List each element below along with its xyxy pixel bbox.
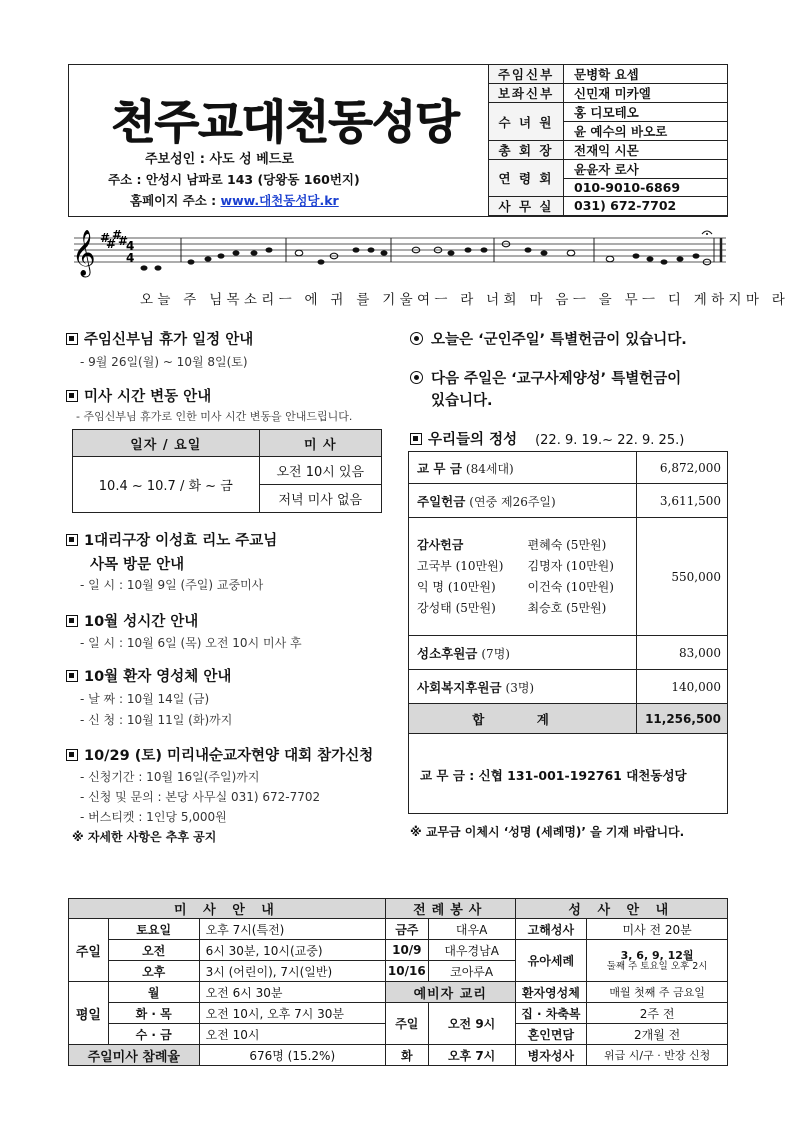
sacrament-row [409,636,637,670]
welfare-row [409,670,637,704]
donor: 강성태 (5만원) [417,600,496,615]
offering-table [408,451,728,734]
catechumen-head: 예비자 교리 [385,982,515,1003]
square-bullet-icon [410,433,422,445]
sunday-week: (연중 제26주일) [469,494,556,509]
service-week-val: 대우A [428,919,515,940]
bank-note: ※ 교무금 이체시 ‘성명 (세례명)’ 을 기재 바랍니다. [410,825,685,839]
mon-time: 오전 6시 30분 [199,982,385,1003]
square-bullet-icon [66,670,78,682]
sat-label: 토요일 [108,919,199,940]
svg-text:#: # [112,228,123,242]
sun-am-time: 6시 30분, 10시(교중) [199,940,385,961]
square-bullet-icon [66,534,78,546]
pilgrimage-ticket: - 버스티켓 : 1인당 5,000원 [80,810,227,824]
sunday-label: 주일헌금 [417,493,466,509]
staff-role: 보좌신부 [489,84,564,103]
staff-name: 윤윤자 로사 [564,160,728,179]
patron-saint: 주보성인 : 사도 성 베드로 [145,152,294,167]
welfare-count: (3명) [505,680,535,695]
announcement-2-cont: 있습니다. [431,393,493,409]
total-label: 합 계 [409,704,637,734]
baptism-val [587,940,728,982]
pilgrimage-period: - 신청기간 : 10월 16일(주일)까지 [80,770,260,784]
service-week-label: 금주 [385,919,428,940]
donor: 고국부 (10만원) [417,558,504,573]
staff-table [488,64,728,216]
wed-label: 수 · 금 [108,1024,199,1045]
staff-name: 홍 디모테오 [564,103,728,122]
patient-label: 병자성사 [515,1045,587,1066]
mass-change-detail: - 주임신부님 휴가로 인한 미사 시간 변동을 안내드립니다. [76,410,353,423]
sacrament-count: (7명) [481,646,510,661]
morning-mass: 오전 10시 있음 [259,457,381,485]
house-val: 2주 전 [587,1003,728,1024]
staff-phone: 031) 672-7702 [564,196,728,215]
tithe-amount: 6,872,000 [637,452,728,484]
donor: 편혜숙 (5만원) [527,537,607,552]
staff-role: 총 회 장 [489,141,564,160]
tithe-households: (84세대) [465,461,514,476]
parish-address: 주소 : 안성시 남파로 143 (당왕동 160번지) [108,172,360,187]
staff-role: 사 무 실 [489,196,564,215]
confession-detail: - 일 시 : 10월 6일 (목) 오전 10시 미사 후 [80,636,302,650]
cat-sun-label: 주일 [385,1003,428,1045]
circle-bullet-icon [410,371,423,384]
marriage-val: 2개월 전 [587,1024,728,1045]
tue-time: 오전 10시, 오후 7시 30분 [199,1003,385,1024]
staff-role: 주임신부 [489,65,564,84]
mass-change-table [72,429,382,513]
confession-val: 미사 전 20분 [587,919,728,940]
baptism-time: 둘째 주 토요일 오후 2시 [606,960,708,972]
service-109-label: 10/9 [385,940,428,961]
service-1016-val: 코아루A [428,961,515,982]
music-staff [66,226,730,286]
attendance-label: 주일미사 참례율 [69,1045,200,1066]
communion-title [66,665,231,686]
pilgrimage-contact: - 신청 및 문의 : 본당 사무실 031) 672-7702 [80,790,321,804]
sick-label: 환자영성체 [515,982,587,1003]
tithe-row [409,452,637,484]
staff-phone: 010-9010-6869 [564,179,728,197]
marriage-label: 혼인면담 [515,1024,587,1045]
thanks-label: 감사헌금 [417,537,464,552]
sat-time: 오후 7시(특전) [199,919,385,940]
col-mass: 미 사 [259,430,381,457]
sacrament-amount: 83,000 [637,636,728,670]
vacation-title-text: 주임신부님 휴가 일정 안내 [84,332,254,348]
svg-text:#: # [118,234,129,248]
house-label: 집 · 차축복 [515,1003,587,1024]
weekday-group: 평일 [69,982,109,1045]
sacrament-label: 성소후원금 [417,645,478,661]
svg-text:4: 4 [126,239,135,253]
sick-val: 매월 첫째 주 금요일 [587,982,728,1003]
hymn-lyrics: 오늘 주 님목소리ㅡ 에 귀 를 기울여ㅡ 라 너희 마 음ㅡ 을 무ㅡ 디 게하지마 라 [140,292,790,308]
vacation-detail: - 9월 26일(월) ~ 10월 8일(토) [80,355,248,369]
thanks-row [409,518,637,636]
change-date: 10.4 ~ 10.7 / 화 ~ 금 [73,457,260,513]
offering-period: (22. 9. 19.~ 22. 9. 25.) [535,433,685,448]
communion-date: - 날 짜 : 10월 14일 (금) [80,692,210,706]
square-bullet-icon [66,333,78,345]
parish-title: 천주교대천동성당 [111,95,459,149]
sunday-amount: 3,611,500 [637,484,728,518]
staff-name: 윤 예수의 바오로 [564,122,728,141]
tithe-label: 교 무 금 [417,460,462,476]
staff-name: 문병학 요셉 [564,65,728,84]
schedule-table [68,898,728,1066]
cat-sun-time: 오전 9시 [428,1003,515,1045]
announcement-1 [410,328,687,349]
treble-clef-icon: 𝄞 [72,230,96,276]
attendance-value: 676명 (15.2%) [199,1045,385,1066]
sun-am-label: 오전 [108,940,199,961]
sunday-row [409,484,637,518]
sunday-group: 주일 [69,919,109,982]
confession-title-text: 10월 성시간 안내 [84,614,199,630]
mass-change-title-text: 미사 시간 변동 안내 [84,389,212,405]
mass-guide-head: 미 사 안 내 [69,899,386,919]
bishop-title-2: 사목 방문 안내 [90,557,185,573]
confession-title [66,610,198,631]
thanks-amount: 550,000 [637,518,728,636]
mon-label: 월 [108,982,199,1003]
cat-tue-time: 오후 7시 [428,1045,515,1066]
pilgrimage-title [66,744,373,765]
service-head: 전례봉사 [385,899,515,919]
bishop-title [66,529,277,550]
sun-pm-label: 오후 [108,961,199,982]
offering-title [410,428,684,449]
donor: 최승호 (5만원) [527,600,607,615]
announcement-1-text: 오늘은 ‘군인주일’ 특별헌금이 있습니다. [431,332,687,348]
svg-text:4: 4 [126,251,135,265]
total-amount: 11,256,500 [637,704,728,734]
mass-change-title [66,385,211,406]
sacrament-head: 성 사 안 내 [515,899,727,919]
vacation-title [66,328,253,349]
square-bullet-icon [66,390,78,402]
staff-name: 신민재 미카엘 [564,84,728,103]
bishop-title-text: 1대리구장 이성효 리노 주교님 [84,533,278,549]
welfare-label: 사회복지후원금 [417,679,502,695]
donor: 익 명 (10만원) [417,579,496,594]
bishop-detail: - 일 시 : 10월 9일 (주일) 교중미사 [80,578,264,592]
svg-text:#: # [100,231,111,245]
offering-title-text: 우리들의 정성 [428,432,518,448]
donor: 김명자 (10만원) [527,558,614,573]
staff-role: 연 령 회 [489,160,564,197]
homepage-label: 홈페이지 주소 : [130,193,221,208]
evening-mass: 저녁 미사 없음 [259,485,381,513]
cat-tue-label: 화 [385,1045,428,1066]
col-date: 일자 / 요일 [73,430,260,457]
patient-val: 위급 시/구 · 반장 신청 [587,1045,728,1066]
service-109-val: 대우경남A [428,940,515,961]
communion-apply: - 신 청 : 10월 11일 (화)까지 [80,713,233,727]
confession-label: 고해성사 [515,919,587,940]
baptism-label: 유아세례 [515,940,587,982]
wed-time: 오전 10시 [199,1024,385,1045]
circle-bullet-icon [410,332,423,345]
donor: 이건숙 (10만원) [527,579,614,594]
bank-account: 교 무 금 : 신협 131-001-192761 대천동성당 [420,768,687,783]
service-1016-label: 10/16 [385,961,428,982]
announcement-2 [410,367,681,388]
homepage-line [130,191,339,209]
tue-label: 화 · 목 [108,1003,199,1024]
announcement-2-text: 다음 주일은 ‘교구사제양성’ 특별헌금이 [431,371,682,387]
square-bullet-icon [66,615,78,627]
communion-title-text: 10월 환자 영성체 안내 [84,669,232,685]
pilgrimage-note: ※ 자세한 사항은 추후 공지 [72,830,217,844]
staff-name: 전재익 시몬 [564,141,728,160]
sun-pm-time: 3시 (어린이), 7시(일반) [199,961,385,982]
staff-role: 수 녀 원 [489,103,564,141]
pilgrimage-title-text: 10/29 (토) 미리내순교자현양 대회 참가신청 [84,748,374,764]
square-bullet-icon [66,749,78,761]
homepage-link[interactable]: www.대천동성당.kr [220,193,339,208]
welfare-amount: 140,000 [637,670,728,704]
svg-text:#: # [106,237,117,251]
baptism-months: 3, 6, 9, 12월 [620,948,694,962]
